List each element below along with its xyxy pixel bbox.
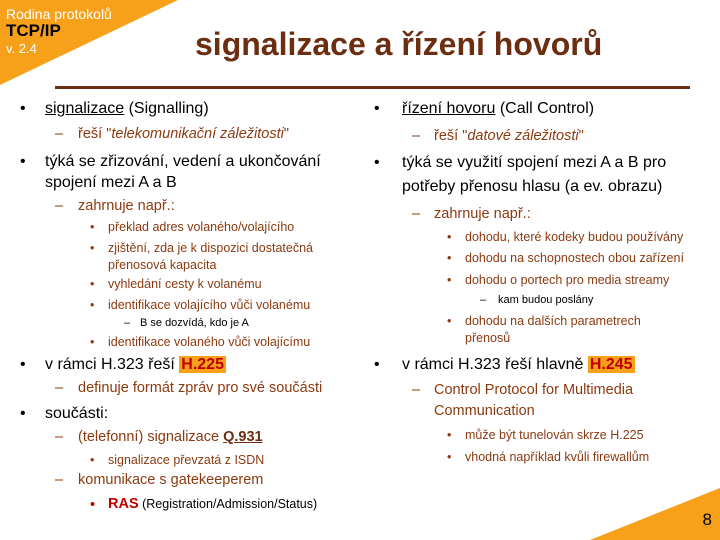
left-signalizace-label: signalizace bbox=[45, 100, 125, 117]
dash-marker: – bbox=[55, 380, 64, 396]
dash-marker: – bbox=[124, 317, 131, 329]
left-telefonni-ref: Q.931 bbox=[223, 429, 263, 445]
left-item-identifikace-volaneho: identifikace volaného vůči volajícímu bbox=[108, 335, 311, 349]
dash-marker: – bbox=[55, 126, 64, 142]
left-ras-label: RAS bbox=[108, 496, 139, 512]
left-h323 bbox=[45, 354, 226, 376]
left-telefonni-prefix: (telefonní) signalizace bbox=[78, 429, 224, 445]
left-resi-value: telekomunikační záležitosti bbox=[111, 126, 284, 142]
small-bullet-marker: • bbox=[447, 273, 452, 287]
right-rizeni-label: řízení hovoru bbox=[402, 100, 496, 117]
slide-title: signalizace a řízení hovorů bbox=[195, 26, 603, 62]
small-bullet-marker: • bbox=[90, 298, 95, 312]
left-resi bbox=[78, 124, 289, 144]
left-h323-prefix: v rámci H.323 řeší bbox=[45, 356, 180, 373]
right-item-parametry-1: dohodu na dalších parametrech bbox=[465, 314, 641, 328]
right-item-parametry-2: přenosů bbox=[465, 331, 511, 345]
dash-marker: – bbox=[412, 128, 421, 144]
small-bullet-marker: • bbox=[90, 453, 95, 467]
small-bullet-marker: • bbox=[447, 230, 452, 244]
dash-marker: – bbox=[412, 382, 421, 398]
left-telefonni bbox=[78, 427, 263, 447]
left-tyka-line1: týká se zřizování, vedení a ukončování bbox=[45, 153, 321, 170]
left-prevzata: signalizace převzatá z ISDN bbox=[108, 453, 265, 467]
small-bullet-marker: • bbox=[90, 220, 95, 234]
left-signalizace bbox=[45, 98, 209, 120]
right-tyka-line2: potřeby přenosu hlasu (a ev. obrazu) bbox=[402, 178, 663, 195]
left-resi-prefix: řeší " bbox=[78, 126, 112, 142]
dash-marker: – bbox=[480, 294, 487, 306]
right-firewall: vhodná například kvůli firewallům bbox=[465, 450, 650, 464]
small-bullet-marker: • bbox=[447, 314, 452, 328]
bullet-marker: • bbox=[20, 100, 26, 117]
bullet-marker: • bbox=[374, 154, 380, 171]
dash-marker: – bbox=[412, 206, 421, 222]
bullet-marker: • bbox=[374, 100, 380, 117]
right-tyka-line1: týká se využití spojení mezi A a B pro bbox=[402, 154, 667, 171]
left-item-identifikace-volajiciho: identifikace volajícího vůči volanému bbox=[108, 298, 311, 312]
bullet-marker: • bbox=[20, 153, 26, 170]
dash-marker: – bbox=[55, 198, 64, 214]
dash-marker: – bbox=[55, 472, 64, 488]
right-resi-suffix: " bbox=[578, 128, 584, 144]
right-item-schopnosti: dohodu na schopnostech obou zařízení bbox=[465, 251, 684, 265]
right-item-porty: dohodu o portech pro media streamy bbox=[465, 273, 670, 287]
left-definuje: definuje formát zpráv pro své součásti bbox=[78, 380, 323, 396]
right-item-poslany: kam budou poslány bbox=[498, 294, 594, 306]
right-h323-ref: H.245 bbox=[589, 356, 633, 373]
right-control-line1: Control Protocol for Multimedia bbox=[434, 382, 634, 398]
small-bullet-marker: • bbox=[447, 251, 452, 265]
corner-decoration-bottom-right bbox=[590, 488, 720, 540]
left-ras-rest: (Registration/Admission/Status) bbox=[138, 497, 318, 511]
left-zahrnuje: zahrnuje např.: bbox=[78, 198, 175, 214]
right-tunelovan: může být tunelován skrze H.225 bbox=[465, 428, 644, 442]
left-item-zjisteni-2: přenosová kapacita bbox=[108, 258, 217, 272]
left-ras bbox=[108, 495, 317, 513]
right-h323-prefix: v rámci H.323 řeší hlavně bbox=[402, 356, 588, 373]
small-bullet-marker: • bbox=[90, 241, 95, 255]
right-rizeni bbox=[402, 98, 594, 120]
right-rizeni-rest: (Call Control) bbox=[495, 100, 595, 117]
brand-org: Rodina protokolů bbox=[6, 6, 112, 22]
page-number: 8 bbox=[702, 510, 712, 529]
left-signalizace-rest: (Signalling) bbox=[124, 100, 209, 117]
right-h323 bbox=[402, 354, 635, 376]
small-bullet-marker: • bbox=[90, 277, 95, 291]
left-item-prevod: překlad adres volaného/volajícího bbox=[108, 220, 295, 234]
left-item-cesta: vyhledání cesty k volanému bbox=[108, 277, 262, 291]
brand-version: v. 2.4 bbox=[6, 41, 37, 56]
right-resi bbox=[434, 126, 584, 146]
left-soucasti: součásti: bbox=[45, 405, 109, 422]
left-komunikace: komunikace s gatekeeperem bbox=[78, 472, 264, 488]
right-resi-prefix: řeší " bbox=[434, 128, 468, 144]
left-resi-suffix: " bbox=[283, 126, 289, 142]
right-resi-value: datové záležitosti bbox=[467, 128, 579, 144]
dash-marker: – bbox=[55, 429, 64, 445]
left-item-dozvida: B se dozvídá, kdo je A bbox=[140, 317, 249, 329]
right-control-line2: Communication bbox=[434, 403, 535, 419]
small-bullet-marker: • bbox=[447, 450, 452, 464]
left-item-zjisteni-1: zjištění, zda je k dispozici dostatečná bbox=[108, 241, 313, 255]
small-bullet-marker: • bbox=[447, 428, 452, 442]
left-h323-ref: H.225 bbox=[181, 356, 224, 373]
brand-name: TCP/IP bbox=[6, 21, 61, 40]
bullet-marker: • bbox=[374, 356, 380, 373]
bullet-marker: • bbox=[20, 405, 26, 422]
title-underline bbox=[55, 86, 690, 89]
brand-block bbox=[6, 6, 112, 57]
left-tyka-line2: spojení mezi A a B bbox=[45, 174, 177, 191]
small-bullet-marker: • bbox=[90, 335, 95, 349]
bullet-marker: • bbox=[20, 356, 26, 373]
small-bullet-marker: • bbox=[90, 497, 96, 513]
right-item-kodeky: dohodu, které kodeky budou používány bbox=[465, 230, 684, 244]
right-zahrnuje: zahrnuje např.: bbox=[434, 206, 531, 222]
